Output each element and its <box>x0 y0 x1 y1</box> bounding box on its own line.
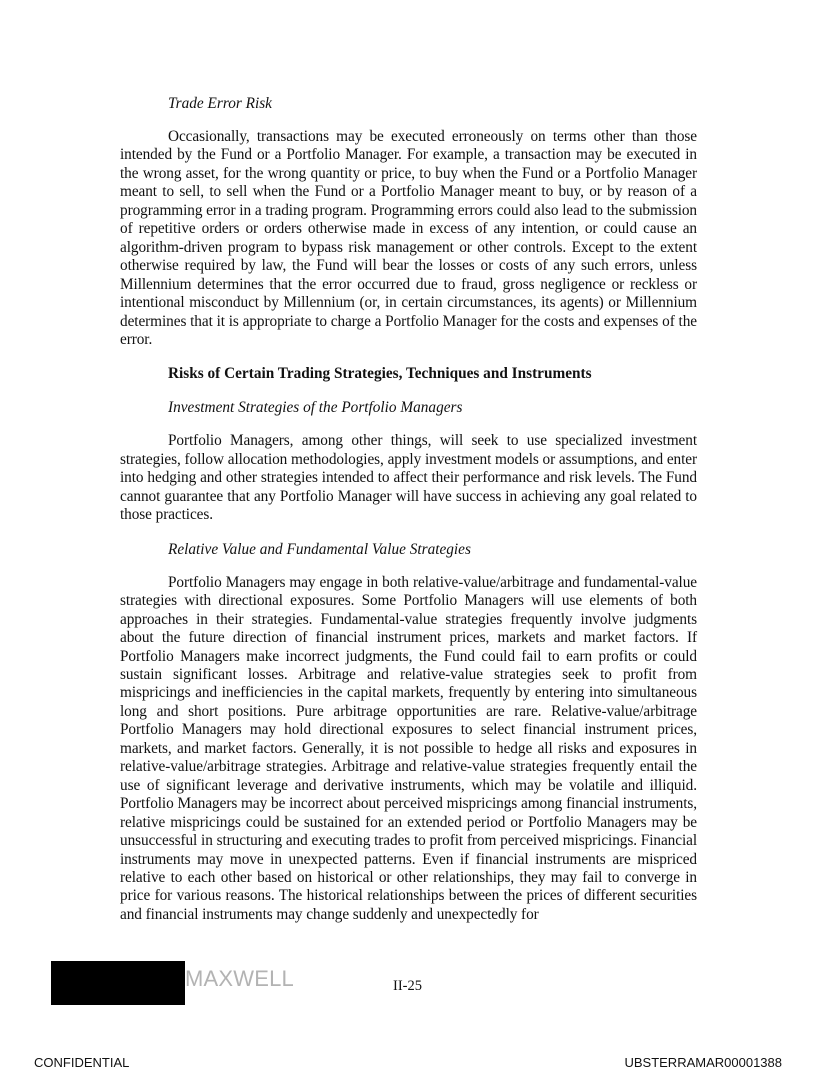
section-heading-trading-strategies: Risks of Certain Trading Strategies, Techniques and Instruments <box>168 365 592 383</box>
redaction-box <box>51 961 185 1005</box>
paragraph-investment-strategies: Portfolio Managers, among other things, will seek to use specialized investment strategies, follow allocation methodologies, apply investment models or assumptions, and enter into hedging and other strategies intended to affect their performance and risk levels. The Fund cannot guarantee that any Portfolio Manager will have success in achieving any goal related to those practices. <box>120 432 697 524</box>
paragraph-relative-value: Portfolio Managers may engage in both relative-value/arbitrage and fundamental-value strategies with directional exposures. Some Portfolio Managers will use elements of both approaches in their strategies. Fundamental-value strategies frequently involve judgments about the future direction of financial instrument prices, markets and market factors. If Portfolio Managers make incorrect judgments, the Fund could fail to earn profits or could sustain significant losses. Arbitrage and relative-value strategies seek to profit from mispricings and inefficiencies in the capital markets, frequently by entering into simultaneous long and short positions. Pure arbitrage opportunities are rare. Relative-value/arbitrage Portfolio Managers may hold directional exposures to select financial instrument prices, markets, and market factors. Generally, it is not possible to hedge all risks and exposures in relative-value/arbitrage strategies. Arbitrage and relative-value strategies frequently entail the use of significant leverage and derivative instruments, which may be volatile and illiquid. Portfolio Managers may be incorrect about perceived mispricings among financial instruments, relative mispricings could be sustained for an extended period or Portfolio Managers may be unsuccessful in structuring and executing trades to profit from perceived mispricings. Financial instruments may move in unexpected patterns. Even if financial instruments are mispriced relative to each other based on historical or other relationships, they may fail to converge in price for various reasons. The historical relationships between the prices of different securities and financial instruments may change suddenly and unexpectedly for <box>120 573 697 923</box>
bates-number: UBSTERRAMAR00001388 <box>624 1055 782 1070</box>
confidential-label: CONFIDENTIAL <box>34 1055 130 1070</box>
paragraph-trade-error-risk: Occasionally, transactions may be executed erroneously on terms other than those intended by the Fund or a Portfolio Manager. For example, a transaction may be executed in the wrong asset, for the wrong quantity or price, to buy when the Fund or a Portfolio Manager meant to sell, to sell when the Fund or a Portfolio Manager meant to buy, or by reason of a programming error in a trading program. Programming errors could also lead to the submission of repetitive orders or orders otherwise made in excess of any intention, or could cause an algorithm-driven program to bypass risk management or other controls. Except to the extent otherwise required by law, the Fund will bear the losses or costs of any such errors, unless Millennium determines that the error occurred due to fraud, gross negligence or reckless or intentional misconduct by Millennium (or, in certain circumstances, its agents) or Millennium determines that it is appropriate to charge a Portfolio Manager for the costs and expenses of the error. <box>120 128 697 348</box>
section-heading-investment-strategies: Investment Strategies of the Portfolio Managers <box>168 399 463 417</box>
maxwell-stamp: MAXWELL <box>185 966 294 991</box>
section-heading-relative-value: Relative Value and Fundamental Value Strategies <box>168 540 471 558</box>
page-number: II-25 <box>393 978 422 994</box>
section-heading-trade-error-risk: Trade Error Risk <box>168 95 272 112</box>
document-body <box>120 94 697 939</box>
